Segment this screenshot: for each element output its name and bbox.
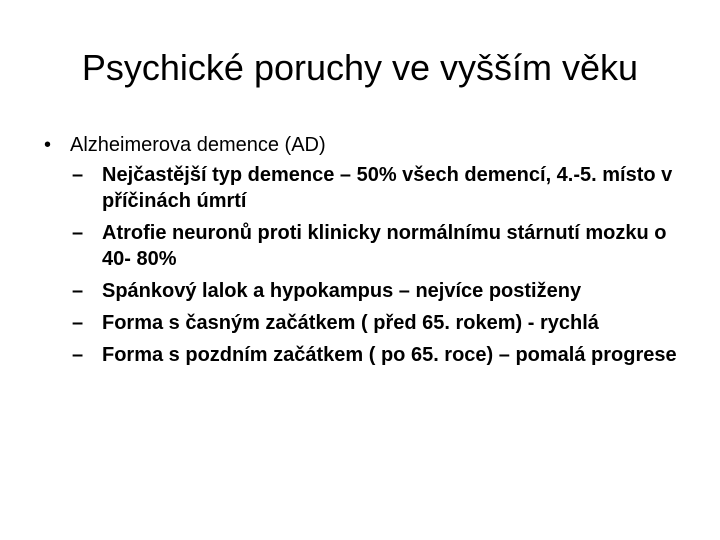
sub-bullet-item xyxy=(44,310,694,336)
sub-bullet-item xyxy=(44,342,694,368)
slide-title: Psychické poruchy ve vyšším věku xyxy=(81,47,639,88)
bullet-marker: • xyxy=(44,134,52,156)
dash-marker: – xyxy=(72,344,84,366)
sub-bullet-item xyxy=(44,278,694,304)
dash-marker: – xyxy=(72,280,84,302)
sub-bullet-text: Forma s časným začátkem ( před 65. rokem) - rychlá xyxy=(102,312,599,334)
sub-bullet-text: Nejčastější typ demence – 50% všech demencí, 4.-5. místo v příčinách úmrtí xyxy=(102,164,673,212)
sub-bullet-text: Forma s pozdním začátkem ( po 65. roce) – pomalá progrese xyxy=(102,344,677,366)
slide-content xyxy=(44,132,694,374)
sub-bullet-text: Spánkový lalok a hypokampus – nejvíce postiženy xyxy=(102,280,582,302)
sub-bullet-item xyxy=(44,162,694,214)
dash-marker: – xyxy=(72,222,84,244)
sub-bullet-text: Atrofie neuronů proti klinicky normálnímu stárnutí mozku o 40- 80% xyxy=(102,222,667,270)
sub-bullet-item xyxy=(44,220,694,272)
bullet-text: Alzheimerova demence (AD) xyxy=(70,134,326,156)
bullet-item xyxy=(44,132,694,158)
dash-marker: – xyxy=(72,164,84,186)
sub-bullet-list xyxy=(44,162,694,368)
dash-marker: – xyxy=(72,312,84,334)
